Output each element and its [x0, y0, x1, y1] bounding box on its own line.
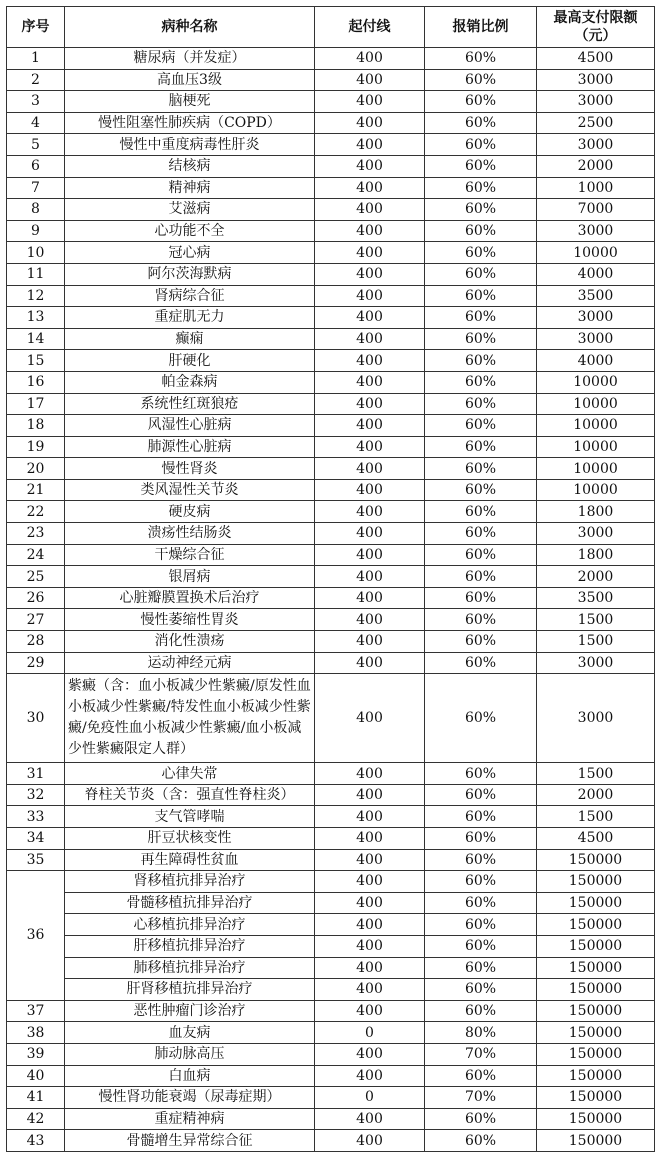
row-number: 6 [7, 155, 65, 177]
max-payment: 150000 [537, 1065, 655, 1087]
row-number: 12 [7, 285, 65, 307]
deductible: 400 [315, 415, 425, 437]
reimbursement-ratio: 60% [425, 242, 537, 264]
row-number: 20 [7, 458, 65, 480]
deductible: 400 [315, 871, 425, 893]
disease-name: 艾滋病 [65, 199, 315, 221]
row-number: 29 [7, 652, 65, 674]
row-number: 35 [7, 849, 65, 871]
row-number: 38 [7, 1022, 65, 1044]
reimbursement-ratio: 70% [425, 1087, 537, 1109]
deductible: 400 [315, 587, 425, 609]
header-no: 序号 [7, 7, 65, 48]
reimbursement-ratio: 60% [425, 199, 537, 221]
row-number: 13 [7, 307, 65, 329]
deductible: 400 [315, 199, 425, 221]
disease-name: 心脏瓣膜置换术后治疗 [65, 587, 315, 609]
disease-name: 高血压3级 [65, 69, 315, 91]
table-row [7, 177, 655, 199]
reimbursement-ratio: 60% [425, 674, 537, 763]
disease-name: 重症精神病 [65, 1108, 315, 1130]
deductible: 400 [315, 48, 425, 70]
deductible: 400 [315, 806, 425, 828]
table-row [7, 523, 655, 545]
deductible: 400 [315, 263, 425, 285]
table-row [7, 1065, 655, 1087]
disease-name: 恶性肿瘤门诊治疗 [65, 1000, 315, 1022]
deductible: 400 [315, 1130, 425, 1152]
deductible: 400 [315, 371, 425, 393]
deductible: 0 [315, 1087, 425, 1109]
max-payment: 150000 [537, 1087, 655, 1109]
table-row [7, 914, 655, 936]
disease-name: 脑梗死 [65, 91, 315, 113]
reimbursement-ratio: 60% [425, 350, 537, 372]
deductible: 400 [315, 350, 425, 372]
max-payment: 1500 [537, 806, 655, 828]
disease-name: 重症肌无力 [65, 307, 315, 329]
disease-name: 慢性阻塞性肺疾病（COPD） [65, 112, 315, 134]
deductible: 400 [315, 328, 425, 350]
disease-name: 肺动脉高压 [65, 1043, 315, 1065]
disease-name: 心律失常 [65, 763, 315, 785]
deductible: 400 [315, 609, 425, 631]
reimbursement-ratio: 60% [425, 784, 537, 806]
row-number: 36 [7, 871, 65, 1001]
table-row [7, 501, 655, 523]
deductible: 400 [315, 220, 425, 242]
reimbursement-ratio: 60% [425, 631, 537, 653]
deductible: 400 [315, 307, 425, 329]
max-payment: 150000 [537, 1022, 655, 1044]
reimbursement-ratio: 60% [425, 609, 537, 631]
disease-name: 脊柱关节炎（含：强直性脊柱炎） [65, 784, 315, 806]
row-number: 24 [7, 544, 65, 566]
table-row [7, 48, 655, 70]
disease-name: 肺移植抗排异治疗 [65, 957, 315, 979]
row-number: 30 [7, 674, 65, 763]
disease-name: 肝肾移植抗排异治疗 [65, 979, 315, 1001]
deductible: 400 [315, 892, 425, 914]
row-number: 31 [7, 763, 65, 785]
row-number: 19 [7, 436, 65, 458]
deductible: 400 [315, 849, 425, 871]
disease-name: 冠心病 [65, 242, 315, 264]
deductible: 400 [315, 285, 425, 307]
max-payment: 1800 [537, 501, 655, 523]
disease-name: 类风湿性关节炎 [65, 479, 315, 501]
table-row [7, 91, 655, 113]
max-payment: 2000 [537, 155, 655, 177]
table-row [7, 763, 655, 785]
reimbursement-ratio: 60% [425, 112, 537, 134]
reimbursement-ratio: 60% [425, 828, 537, 850]
reimbursement-ratio: 60% [425, 285, 537, 307]
table-row [7, 631, 655, 653]
deductible: 400 [315, 177, 425, 199]
disease-name: 慢性中重度病毒性肝炎 [65, 134, 315, 156]
table-row [7, 1022, 655, 1044]
row-number: 33 [7, 806, 65, 828]
max-payment: 4000 [537, 263, 655, 285]
reimbursement-ratio: 60% [425, 371, 537, 393]
table-row [7, 134, 655, 156]
max-payment: 10000 [537, 393, 655, 415]
max-payment: 2500 [537, 112, 655, 134]
table-row [7, 479, 655, 501]
row-number: 7 [7, 177, 65, 199]
table-row [7, 220, 655, 242]
disease-name: 帕金森病 [65, 371, 315, 393]
max-payment: 10000 [537, 371, 655, 393]
row-number: 23 [7, 523, 65, 545]
max-payment: 2000 [537, 784, 655, 806]
deductible: 400 [315, 544, 425, 566]
header-max: 最高支付限额（元） [537, 7, 655, 48]
disease-name: 骨髓增生异常综合征 [65, 1130, 315, 1152]
reimbursement-ratio: 60% [425, 849, 537, 871]
table-row [7, 458, 655, 480]
table-header [7, 7, 655, 48]
reimbursement-ratio: 60% [425, 544, 537, 566]
table-row [7, 371, 655, 393]
table-row [7, 957, 655, 979]
row-number: 32 [7, 784, 65, 806]
max-payment: 150000 [537, 1000, 655, 1022]
table-row [7, 328, 655, 350]
deductible: 400 [315, 652, 425, 674]
header-ratio: 报销比例 [425, 7, 537, 48]
reimbursement-ratio: 60% [425, 69, 537, 91]
reimbursement-ratio: 60% [425, 436, 537, 458]
disease-name: 系统性红斑狼疮 [65, 393, 315, 415]
disease-name: 肝移植抗排异治疗 [65, 935, 315, 957]
reimbursement-ratio: 60% [425, 220, 537, 242]
row-number: 25 [7, 566, 65, 588]
reimbursement-ratio: 60% [425, 892, 537, 914]
max-payment: 150000 [537, 1130, 655, 1152]
deductible: 400 [315, 566, 425, 588]
max-payment: 150000 [537, 979, 655, 1001]
max-payment: 1500 [537, 631, 655, 653]
disease-name: 消化性溃疡 [65, 631, 315, 653]
reimbursement-ratio: 60% [425, 871, 537, 893]
reimbursement-ratio: 60% [425, 1000, 537, 1022]
deductible: 400 [315, 134, 425, 156]
max-payment: 150000 [537, 849, 655, 871]
deductible: 400 [315, 1000, 425, 1022]
max-payment: 3000 [537, 674, 655, 763]
row-number: 40 [7, 1065, 65, 1087]
max-payment: 10000 [537, 458, 655, 480]
header-name: 病种名称 [65, 7, 315, 48]
max-payment: 4000 [537, 350, 655, 372]
row-number: 28 [7, 631, 65, 653]
row-number: 16 [7, 371, 65, 393]
reimbursement-ratio: 70% [425, 1043, 537, 1065]
row-number: 39 [7, 1043, 65, 1065]
reimbursement-ratio: 60% [425, 501, 537, 523]
max-payment: 1500 [537, 609, 655, 631]
table-row [7, 112, 655, 134]
disease-name: 肾病综合征 [65, 285, 315, 307]
max-payment: 150000 [537, 1108, 655, 1130]
table-row [7, 69, 655, 91]
max-payment: 150000 [537, 914, 655, 936]
reimbursement-ratio: 60% [425, 134, 537, 156]
reimbursement-ratio: 60% [425, 1065, 537, 1087]
disease-name: 癫痫 [65, 328, 315, 350]
table-row [7, 1108, 655, 1130]
max-payment: 150000 [537, 935, 655, 957]
max-payment: 150000 [537, 1043, 655, 1065]
row-number: 43 [7, 1130, 65, 1152]
reimbursement-ratio: 60% [425, 806, 537, 828]
disease-reimbursement-table [6, 6, 655, 1152]
deductible: 400 [315, 979, 425, 1001]
disease-name: 阿尔茨海默病 [65, 263, 315, 285]
row-number: 17 [7, 393, 65, 415]
deductible: 400 [315, 155, 425, 177]
table-row [7, 587, 655, 609]
reimbursement-ratio: 60% [425, 1108, 537, 1130]
reimbursement-ratio: 60% [425, 587, 537, 609]
deductible: 400 [315, 242, 425, 264]
table-row [7, 609, 655, 631]
max-payment: 1800 [537, 544, 655, 566]
table-row [7, 1043, 655, 1065]
table-row [7, 566, 655, 588]
max-payment: 3000 [537, 134, 655, 156]
row-number: 2 [7, 69, 65, 91]
table-row [7, 436, 655, 458]
row-number: 22 [7, 501, 65, 523]
deductible: 400 [315, 436, 425, 458]
max-payment: 150000 [537, 871, 655, 893]
disease-name: 硬皮病 [65, 501, 315, 523]
header-start: 起付线 [315, 7, 425, 48]
deductible: 400 [315, 1043, 425, 1065]
max-payment: 3000 [537, 91, 655, 113]
max-payment: 10000 [537, 242, 655, 264]
disease-name: 心移植抗排异治疗 [65, 914, 315, 936]
table-row [7, 806, 655, 828]
deductible: 400 [315, 1108, 425, 1130]
disease-name: 精神病 [65, 177, 315, 199]
deductible: 400 [315, 784, 425, 806]
table-row [7, 784, 655, 806]
row-number: 18 [7, 415, 65, 437]
disease-name: 心功能不全 [65, 220, 315, 242]
reimbursement-ratio: 60% [425, 415, 537, 437]
disease-name: 结核病 [65, 155, 315, 177]
disease-name: 支气管哮喘 [65, 806, 315, 828]
max-payment: 1000 [537, 177, 655, 199]
disease-name: 血友病 [65, 1022, 315, 1044]
max-payment: 7000 [537, 199, 655, 221]
max-payment: 150000 [537, 892, 655, 914]
table-row [7, 263, 655, 285]
table-row [7, 285, 655, 307]
table-row [7, 871, 655, 893]
row-number: 5 [7, 134, 65, 156]
table-row [7, 415, 655, 437]
deductible: 400 [315, 523, 425, 545]
reimbursement-ratio: 60% [425, 566, 537, 588]
deductible: 400 [315, 69, 425, 91]
table-row [7, 242, 655, 264]
row-number: 11 [7, 263, 65, 285]
max-payment: 3000 [537, 69, 655, 91]
row-number: 14 [7, 328, 65, 350]
row-number: 1 [7, 48, 65, 70]
row-number: 42 [7, 1108, 65, 1130]
table-row [7, 393, 655, 415]
reimbursement-ratio: 60% [425, 307, 537, 329]
max-payment: 10000 [537, 415, 655, 437]
max-payment: 1500 [537, 763, 655, 785]
reimbursement-ratio: 60% [425, 1130, 537, 1152]
reimbursement-ratio: 60% [425, 393, 537, 415]
deductible: 400 [315, 674, 425, 763]
disease-name: 肝豆状核变性 [65, 828, 315, 850]
disease-name: 银屑病 [65, 566, 315, 588]
deductible: 400 [315, 479, 425, 501]
row-number: 10 [7, 242, 65, 264]
max-payment: 10000 [537, 479, 655, 501]
disease-name: 干燥综合征 [65, 544, 315, 566]
disease-name: 风湿性心脏病 [65, 415, 315, 437]
disease-name: 肾移植抗排异治疗 [65, 871, 315, 893]
max-payment: 4500 [537, 828, 655, 850]
table-row [7, 350, 655, 372]
deductible: 400 [315, 957, 425, 979]
reimbursement-ratio: 60% [425, 48, 537, 70]
table-row [7, 1130, 655, 1152]
disease-name: 骨髓移植抗排异治疗 [65, 892, 315, 914]
disease-name: 肝硬化 [65, 350, 315, 372]
disease-name: 慢性萎缩性胃炎 [65, 609, 315, 631]
table-row [7, 1000, 655, 1022]
max-payment: 3000 [537, 328, 655, 350]
table-row [7, 155, 655, 177]
reimbursement-ratio: 60% [425, 935, 537, 957]
disease-name: 肺源性心脏病 [65, 436, 315, 458]
deductible: 400 [315, 914, 425, 936]
reimbursement-ratio: 60% [425, 652, 537, 674]
table-row [7, 1087, 655, 1109]
disease-name: 运动神经元病 [65, 652, 315, 674]
row-number: 37 [7, 1000, 65, 1022]
disease-name: 白血病 [65, 1065, 315, 1087]
max-payment: 3000 [537, 523, 655, 545]
disease-name: 紫癜（含：血小板减少性紫癜/原发性血小板减少性紫癜/特发性血小板减少性紫癜/免疫性血小板减少性紫癜/血小板减少性紫癜限定人群） [65, 674, 315, 763]
deductible: 400 [315, 631, 425, 653]
reimbursement-ratio: 60% [425, 523, 537, 545]
reimbursement-ratio: 60% [425, 957, 537, 979]
reimbursement-ratio: 80% [425, 1022, 537, 1044]
table-row [7, 849, 655, 871]
row-number: 4 [7, 112, 65, 134]
reimbursement-ratio: 60% [425, 979, 537, 1001]
table-row [7, 674, 655, 763]
deductible: 0 [315, 1022, 425, 1044]
reimbursement-ratio: 60% [425, 479, 537, 501]
table-row [7, 979, 655, 1001]
reimbursement-ratio: 60% [425, 914, 537, 936]
deductible: 400 [315, 393, 425, 415]
reimbursement-ratio: 60% [425, 763, 537, 785]
deductible: 400 [315, 1065, 425, 1087]
table-row [7, 828, 655, 850]
max-payment: 2000 [537, 566, 655, 588]
table-body [7, 48, 655, 1152]
deductible: 400 [315, 91, 425, 113]
deductible: 400 [315, 763, 425, 785]
row-number: 9 [7, 220, 65, 242]
disease-name: 溃疡性结肠炎 [65, 523, 315, 545]
max-payment: 150000 [537, 957, 655, 979]
header-row [7, 7, 655, 48]
max-payment: 3000 [537, 652, 655, 674]
row-number: 27 [7, 609, 65, 631]
reimbursement-ratio: 60% [425, 328, 537, 350]
row-number: 3 [7, 91, 65, 113]
reimbursement-ratio: 60% [425, 263, 537, 285]
row-number: 34 [7, 828, 65, 850]
deductible: 400 [315, 828, 425, 850]
max-payment: 10000 [537, 436, 655, 458]
max-payment: 3500 [537, 285, 655, 307]
table-row [7, 652, 655, 674]
reimbursement-ratio: 60% [425, 155, 537, 177]
row-number: 8 [7, 199, 65, 221]
table-row [7, 199, 655, 221]
table-row [7, 307, 655, 329]
disease-name: 糖尿病（并发症） [65, 48, 315, 70]
table-row [7, 935, 655, 957]
disease-name: 慢性肾功能衰竭（尿毒症期） [65, 1087, 315, 1109]
reimbursement-ratio: 60% [425, 177, 537, 199]
table-row [7, 892, 655, 914]
deductible: 400 [315, 501, 425, 523]
row-number: 21 [7, 479, 65, 501]
max-payment: 3000 [537, 220, 655, 242]
max-payment: 3500 [537, 587, 655, 609]
row-number: 15 [7, 350, 65, 372]
reimbursement-ratio: 60% [425, 91, 537, 113]
disease-name: 再生障碍性贫血 [65, 849, 315, 871]
deductible: 400 [315, 458, 425, 480]
row-number: 41 [7, 1087, 65, 1109]
max-payment: 3000 [537, 307, 655, 329]
max-payment: 4500 [537, 48, 655, 70]
row-number: 26 [7, 587, 65, 609]
disease-name: 慢性肾炎 [65, 458, 315, 480]
table-row [7, 544, 655, 566]
deductible: 400 [315, 935, 425, 957]
deductible: 400 [315, 112, 425, 134]
reimbursement-ratio: 60% [425, 458, 537, 480]
